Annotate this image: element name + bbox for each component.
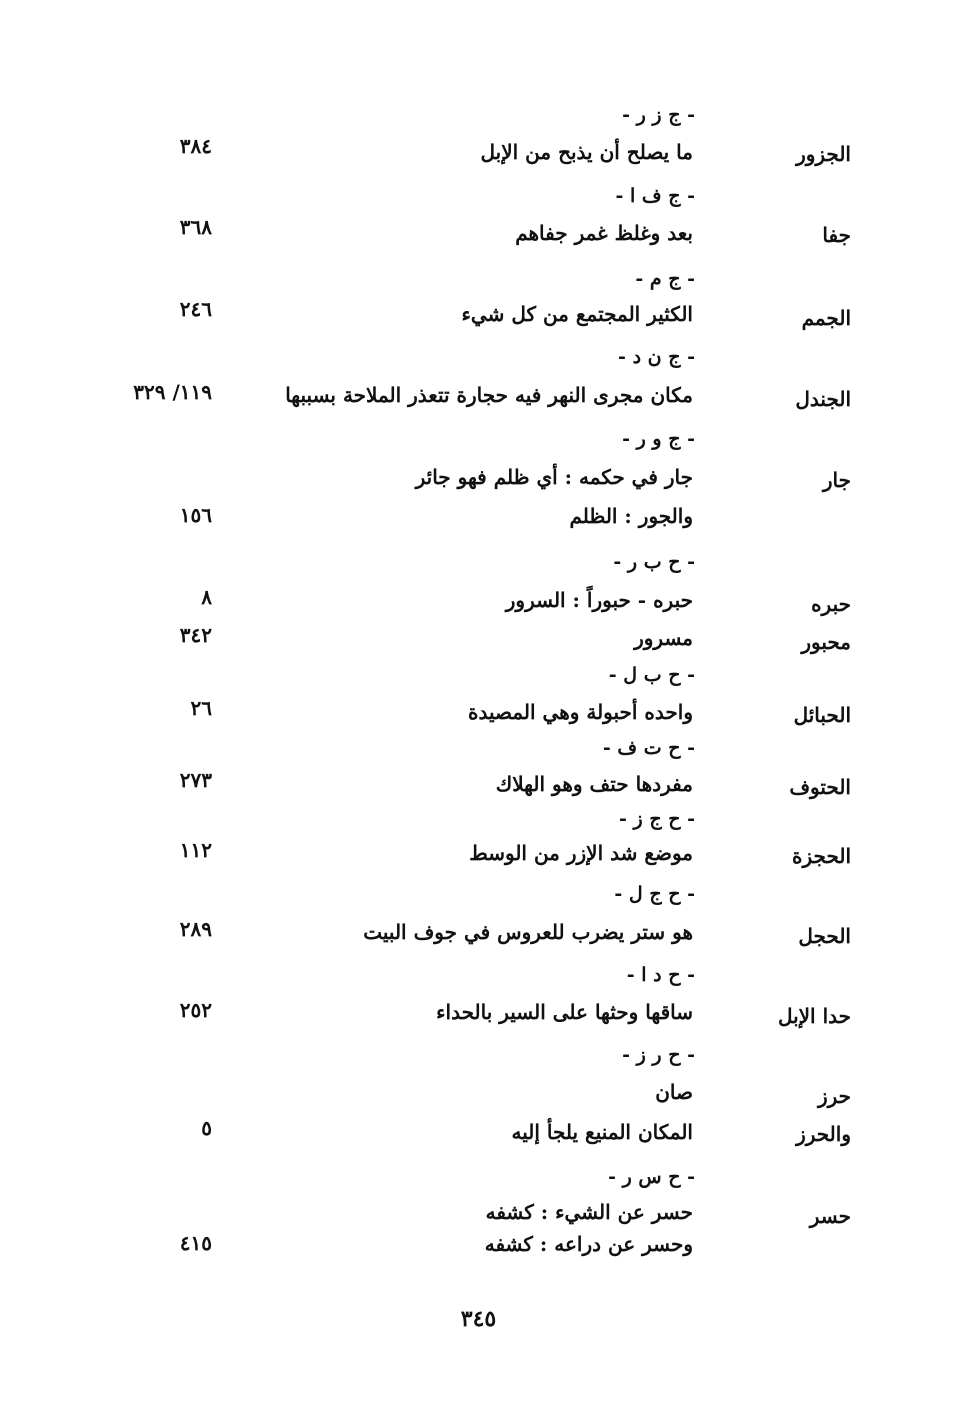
- glossary-word: حبره: [811, 592, 851, 616]
- page-reference: ١١٢: [179, 838, 212, 862]
- glossary-word: حدا الإبل: [777, 1004, 851, 1028]
- glossary-definition: بعد وغلظ غمر جفاهم: [515, 221, 693, 245]
- page-number: ٣٤٥: [460, 1306, 497, 1332]
- page-reference: ٢٧٣: [179, 768, 212, 792]
- root-header: - ج ز ر -: [622, 104, 695, 126]
- glossary-word: الجزور: [796, 142, 851, 166]
- root-header: - ح س ر -: [608, 1166, 695, 1188]
- page-reference: ١٥٦: [179, 503, 212, 527]
- glossary-definition: مكان مجرى النهر فيه حجارة تتعذر الملاحة بسببها: [285, 383, 693, 407]
- glossary-word: جار: [822, 468, 851, 492]
- glossary-definition: حسر عن الشيء : كشفه: [485, 1200, 693, 1224]
- glossary-definition: الكثير المجتمع من كل شيء: [461, 302, 693, 326]
- glossary-definition: ما يصلح أن يذبح من الإبل: [480, 140, 693, 164]
- glossary-word: الجندل: [795, 387, 851, 411]
- root-header: - ح ب ل -: [608, 664, 695, 686]
- glossary-definition: مفردها حتف وهو الهلاك: [495, 772, 693, 796]
- glossary-definition: صان: [655, 1080, 693, 1104]
- glossary-definition: موضع شد الإزر من الوسط: [469, 841, 693, 865]
- root-header: - ح ر ز -: [622, 1044, 695, 1066]
- glossary-definition: هو ستر يضرب للعروس في جوف البيت: [363, 920, 693, 944]
- page-reference: ٣٦٨: [179, 215, 212, 239]
- page-reference: ٢٨٩: [179, 917, 212, 941]
- glossary-word: حسر: [809, 1204, 851, 1228]
- root-header: - ج و ر -: [622, 428, 695, 450]
- glossary-word: الحتوف: [789, 775, 851, 799]
- page-reference: ٢٦: [190, 696, 212, 720]
- page-reference: ٨: [201, 585, 212, 609]
- glossary-definition: ساقها وحثها على السير بالحداء: [436, 1000, 693, 1024]
- glossary-word: الحجزة: [792, 844, 851, 868]
- root-header: - ج ن د -: [618, 346, 695, 368]
- root-header: - ح د ا -: [626, 964, 695, 986]
- glossary-word: الجمم: [801, 306, 851, 330]
- glossary-definition: مسرور: [634, 626, 693, 650]
- glossary-word: والحرز: [796, 1122, 851, 1146]
- page-reference: ٣٨٤: [179, 134, 212, 158]
- root-header: - ح ت ف -: [602, 737, 695, 759]
- root-header: - ح ج ل -: [614, 883, 695, 905]
- root-header: - ج ف ا -: [615, 185, 695, 207]
- glossary-word: الحجل: [798, 924, 851, 948]
- root-header: - ح ج ز -: [619, 808, 695, 830]
- root-header: - ح ب ر -: [613, 551, 695, 573]
- glossary-word: حرز: [817, 1084, 851, 1108]
- glossary-word: محبور: [801, 630, 851, 654]
- glossary-definition: المكان المنيع يلجأ إليه: [511, 1120, 693, 1144]
- page-reference: ٢٤٦: [179, 297, 212, 321]
- page-reference: ٤١٥: [179, 1231, 212, 1255]
- page-reference: ١١٩/ ٣٢٩: [133, 380, 212, 404]
- glossary-definition: والجور : الظلم: [569, 504, 693, 528]
- glossary-definition: حبره - حبوراً : السرور: [505, 588, 693, 612]
- glossary-word: جفا: [822, 223, 851, 247]
- page-reference: ٢٥٢: [179, 998, 212, 1022]
- glossary-definition: واحده أحبولة وهي المصيدة: [468, 700, 693, 724]
- page-reference: ٥: [201, 1116, 212, 1140]
- glossary-word: الحبائل: [793, 703, 851, 727]
- glossary-definition: جار في حكمه : أي ظلم فهو جائر: [415, 465, 693, 489]
- page-reference: ٣٤٢: [179, 623, 212, 647]
- glossary-definition: وحسر عن دراعه : كشفه: [484, 1232, 693, 1256]
- root-header: - ج م -: [635, 268, 695, 290]
